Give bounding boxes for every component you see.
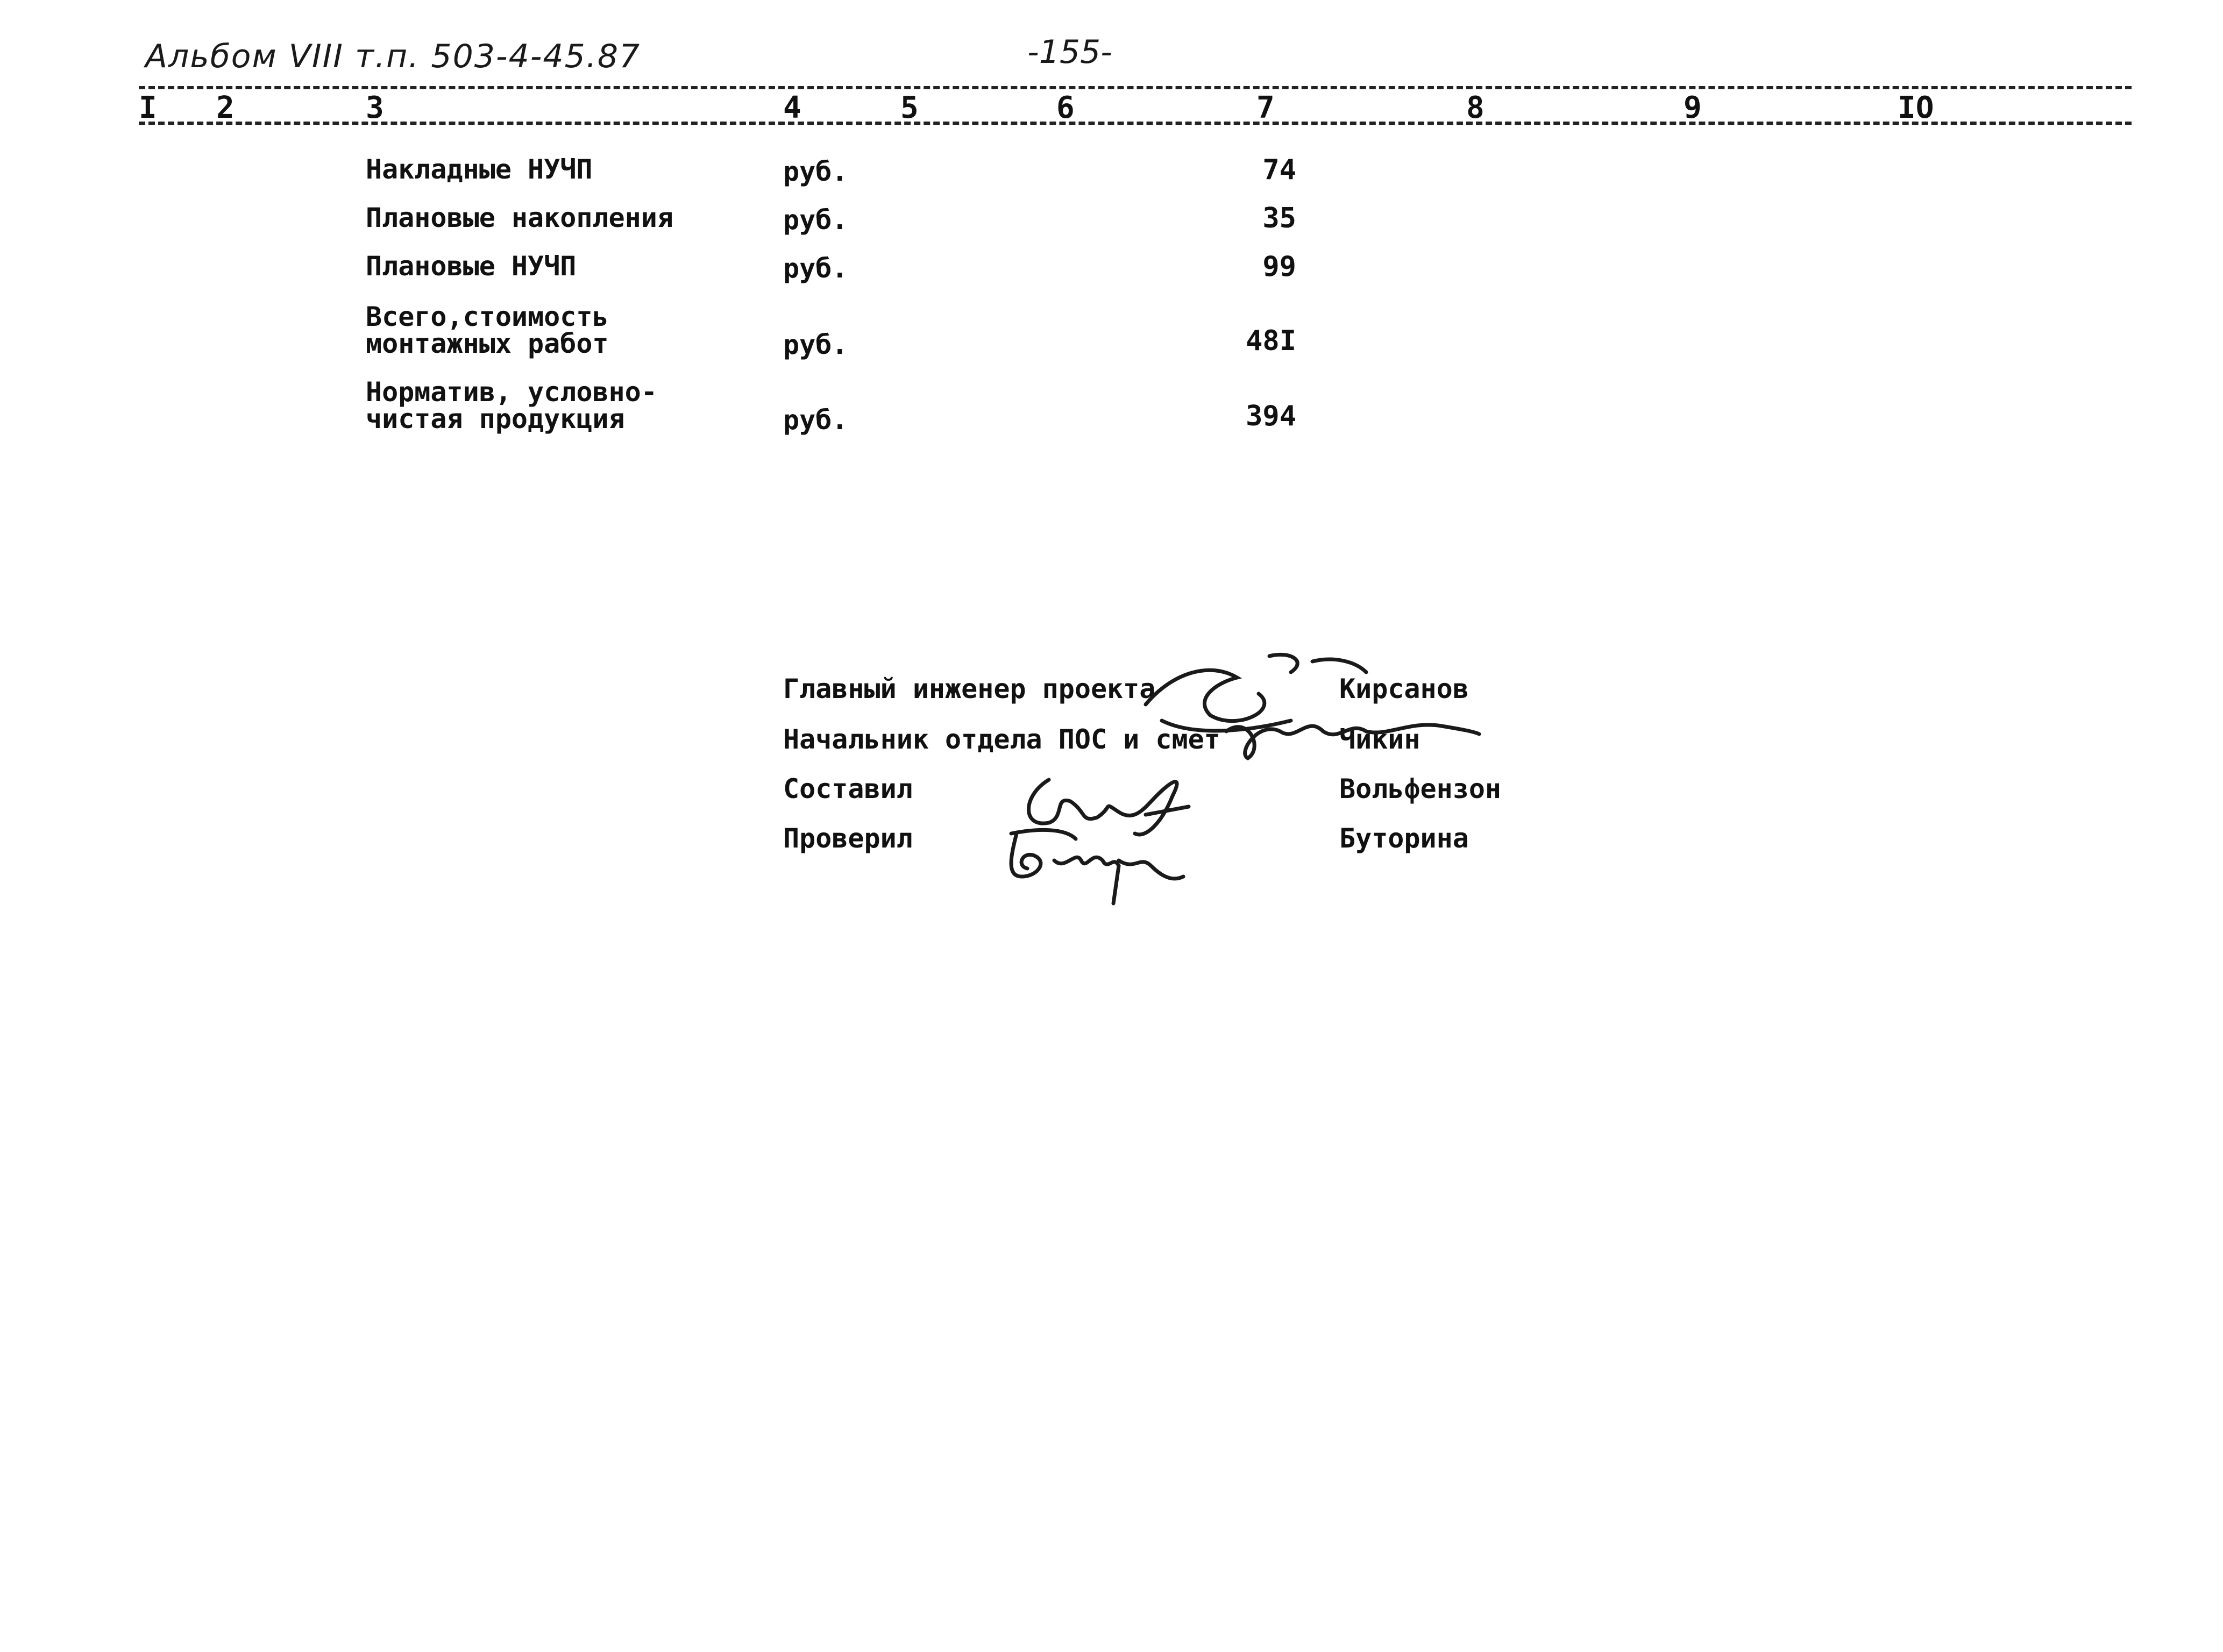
row-value: 74 <box>1262 154 1296 186</box>
page-number: -155- <box>1027 33 1112 71</box>
column-number: 8 <box>1466 90 1485 125</box>
row-label: Плановые накопления <box>366 202 673 233</box>
column-number: 6 <box>1056 90 1075 125</box>
row-unit: руб. <box>783 329 848 360</box>
row-unit: руб. <box>783 156 848 187</box>
signature-name: Буторина <box>1339 823 1469 854</box>
row-label: Норматив, условно- чистая продукция <box>366 376 657 435</box>
signature-title: Главный инженер проекта <box>783 673 1156 704</box>
row-label: Плановые НУЧП <box>366 251 577 282</box>
column-number: I <box>139 90 157 125</box>
column-number: 3 <box>366 90 384 125</box>
signature-title: Проверил <box>783 823 913 854</box>
header-rule-bottom <box>139 122 2132 125</box>
row-value: 48I <box>1246 325 1296 357</box>
column-number: 5 <box>900 90 919 125</box>
handwritten-signature-department-head <box>1216 694 1485 769</box>
row-unit: руб. <box>783 253 848 284</box>
column-number: IO <box>1898 90 1934 125</box>
header-rule-top <box>139 86 2132 89</box>
album-reference: Альбом VIII т.п. 503-4-45.87 <box>145 38 641 75</box>
row-value: 394 <box>1246 400 1296 432</box>
row-value: 99 <box>1262 251 1296 283</box>
column-number: 9 <box>1684 90 1702 125</box>
signature-name: Кирсанов <box>1339 673 1469 704</box>
signature-name: Вольфензон <box>1339 773 1502 804</box>
signature-name: Чикин <box>1339 724 1421 755</box>
column-number: 4 <box>783 90 801 125</box>
handwritten-signature-checker <box>990 817 1194 909</box>
signature-title: Составил <box>783 773 913 804</box>
row-label: Всего,стоимость монтажных работ <box>366 301 609 359</box>
signature-title: Начальник отдела ПОС и смет <box>783 724 1220 755</box>
row-label: Накладные НУЧП <box>366 154 593 185</box>
column-number: 2 <box>216 90 235 125</box>
row-unit: руб. <box>783 404 848 436</box>
column-number: 7 <box>1256 90 1275 125</box>
row-value: 35 <box>1262 202 1296 234</box>
row-unit: руб. <box>783 204 848 236</box>
